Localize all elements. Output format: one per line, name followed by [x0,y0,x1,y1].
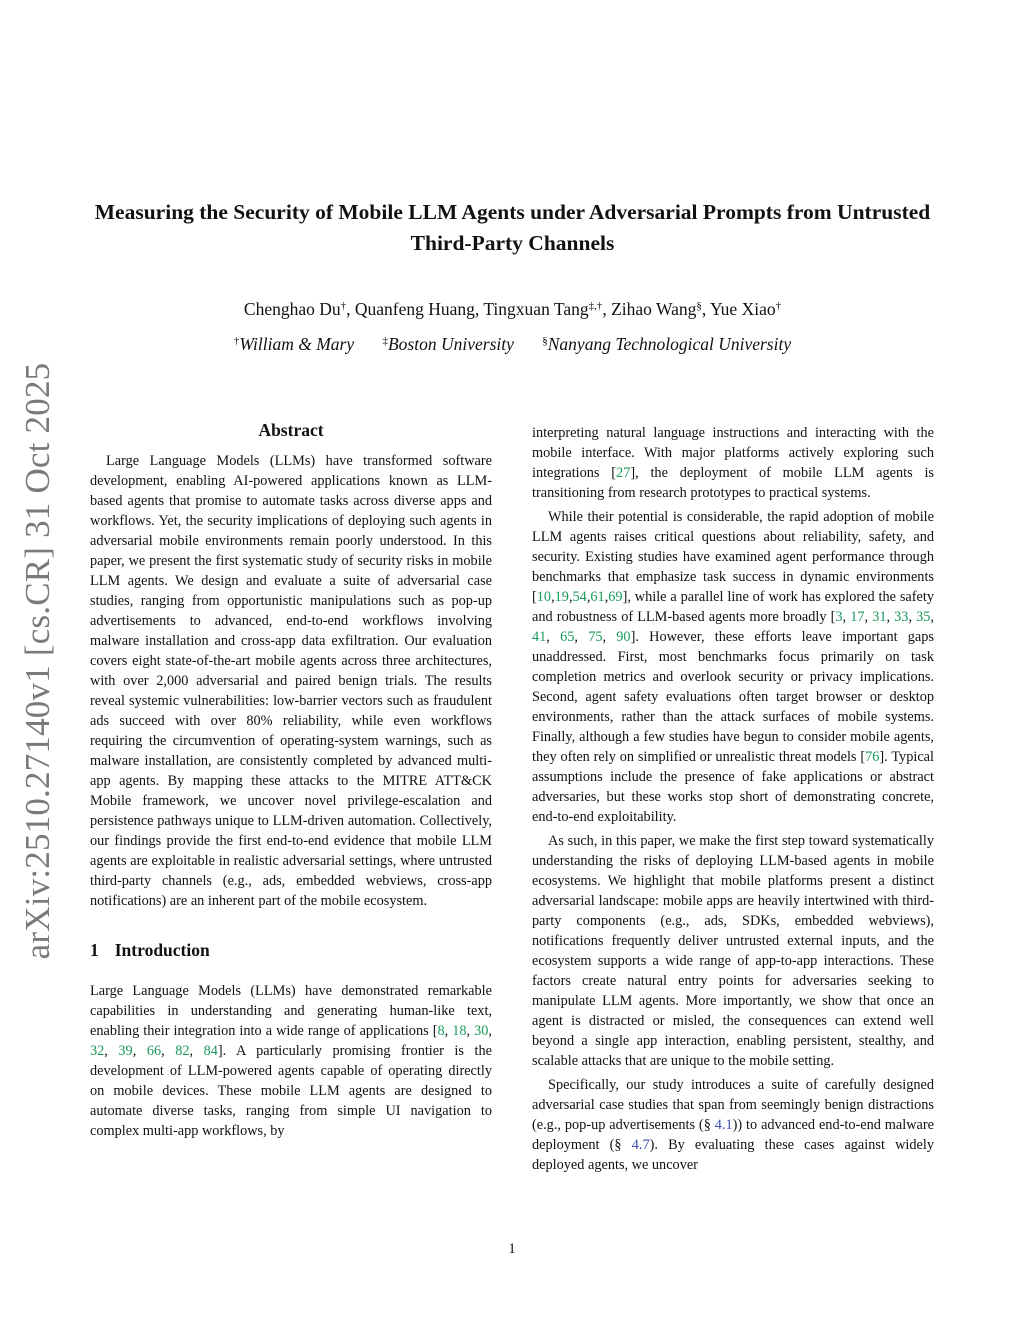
citation-link[interactable]: 31 [872,609,887,625]
author-name: Tingxuan Tang [483,299,589,319]
abstract-text: Large Language Models (LLMs) have transformed software development, enabling AI-powered applications known as LLM-based agents that promise to automate tasks across diverse apps and workflows. Yet, the security implications of deploying such agents in adversarial mobile environments remain poorly understood. In this paper, we present the first systematic study of security risks in mobile LLM agents. We design and evaluate a suite of adversarial case studies, ranging from opportunistic manipulations such as pop-up advertisements to advanced, end-to-end workflows involving malware installation and cross-app data exfiltration. Our evaluation covers eight state-of-the-art mobile agents across three architectures, with over 2,000 adversarial and paired benign trials. The results reveal systemic vulnerabilities: low-barrier vectors such as fraudulent ads succeed with over 80% reliability, while even workflows requiring the circumvention of operating-system warnings, such as malware installation, are consistently completed by advanced multi-app agents. By mapping these attacks to the MITRE ATT&CK Mobile framework, we uncover novel privilege-escalation and persistence pathways unique to LLM-driven automation. Collectively, our findings provide the first end-to-end evidence that mobile LLM agents are exploitable in realistic adversarial settings, where untrusted third-party channels (e.g., ads, embedded webviews, cross-app notifications) are an inherent part of the mobile ecosystem. [90,453,492,909]
right-column [532,423,934,1175]
author-affiliation-mark: § [696,300,702,312]
intro-paragraph: While their potential is considerable, the rapid adoption of mobile LLM agents raises critical questions about reliability, safety, and security. Existing studies have examined agent performance through benchmarks that emphasize task success in dynamic environments [10,19,54,61,69], while a parallel line of work has explored the safety and robustness of LLM-based agents more broadly [3, 17, 31, 33, 35, 41, 65, 75, 90]. However, these efforts leave important gaps unaddressed. First, most benchmarks focus primarily on task completion metrics and overlook security or privacy implications. Second, agent safety evaluations often target browser or desktop environments, rather than the attack surfaces of mobile systems. Finally, although a few studies have begun to consider mobile agents, they often rely on simplified or unrealistic threat models [76]. Typical assumptions include the presence of fake applications or abstract adversaries, but these works stop short of demonstrating concrete, end-to-end exploitability. [532,509,934,825]
author-separator: , [346,299,355,319]
paragraph-text: ]. Typical assumptions include the presence of fake applications or abstract adversaries, but these works stop short of demonstrating concrete, end-to-end exploitability. [532,749,934,825]
section-title: Introduction [114,940,210,960]
author-separator: , [602,299,612,319]
affiliation [234,334,354,354]
citation-link[interactable]: 66 [146,1043,162,1059]
citation-link[interactable]: 84 [203,1043,218,1059]
section-reference-link[interactable]: 4.7 [631,1137,650,1153]
affiliation-mark: ‡ [382,335,388,347]
citation-link[interactable]: 32 [90,1043,105,1059]
citation-link[interactable]: 27 [616,465,631,481]
author-separator: , [701,299,710,319]
citation-link[interactable]: 10 [536,589,552,605]
paper-title: Measuring the Security of Mobile LLM Agents under Adversarial Prompts from Untrusted Third-Party Channels [94,200,931,255]
citation-link[interactable]: 69 [608,589,623,605]
intro-paragraph [532,1075,934,1175]
paragraph-text: ], the deployment of mobile LLM agents is transitioning from research prototypes to practical systems. [532,465,934,501]
section-heading-introduction [90,938,492,962]
citation-link[interactable]: 39 [118,1043,133,1059]
author-name: Zihao Wang [611,299,697,319]
page-number: 1 [508,1241,516,1257]
author-affiliation-mark: † [775,300,782,312]
affiliation-name: William & Mary [239,334,355,354]
abstract-heading: Abstract [258,420,324,440]
citation-link[interactable]: 76 [865,749,880,765]
affiliation-name: Nanyang Technological University [547,334,792,354]
citation-link[interactable]: 17 [850,609,865,625]
citation-link[interactable]: 3 [835,609,843,625]
author [244,299,355,319]
affiliation-list [90,331,935,357]
citation-link[interactable]: 19 [554,589,569,605]
citation-link[interactable]: 33 [894,609,909,625]
left-column [90,418,492,1141]
affiliation-name: Boston University [387,334,514,354]
arxiv-identifier: arXiv:2510.27140v1 [cs.CR] 31 Oct 2025 [18,362,57,960]
author [355,299,483,319]
citation-link[interactable]: 82 [175,1043,190,1059]
affiliation [542,334,791,354]
affiliation [382,334,513,354]
paragraph-text: interpreting natural language instructions and interacting with the mobile interface. With major platforms actively exploring such integrations [ [532,425,934,481]
paragraph-text: ], while a parallel line of work has explored the safety and robustness of LLM-based agents more broadly [ [532,589,934,625]
citation-link[interactable]: 30 [474,1023,489,1039]
paragraph-text: )) to advanced end-to-end malware deployment (§ [532,1117,934,1153]
citation-link[interactable]: 54 [572,589,587,605]
affiliation-mark: § [542,335,548,347]
paragraph-text: ]. A particularly promising frontier is the development of LLM-powered agents capable of operating directly on mobile devices. These mobile LLM agents are designed to automate diverse tasks, ranging from simple UI navigation to complex multi-app workflows, by [90,1043,492,1139]
author [710,299,781,319]
author-affiliation-mark: ‡,† [588,300,603,312]
author [611,299,710,319]
citation-link[interactable]: 41 [532,629,547,645]
paragraph-text: While their potential is considerable, the rapid adoption of mobile LLM agents raises critical questions about reliability, safety, and security. Existing studies have examined agent performance through benchmarks that emphasize task success in dynamic environments [ [532,509,934,605]
intro-paragraph-continued [532,423,934,503]
author-affiliation-mark: † [340,300,347,312]
citation-link[interactable]: 35 [916,609,931,625]
intro-paragraph: As such, in this paper, we make the first step toward systematically understanding the risks of deploying LLM-based agents in mobile ecosystems. We highlight that mobile platforms present a distinct adversarial landscape: mobile apps are heavily intertwined with third-party components (e.g., ads, SDKs, embedded webviews), notifications frequently deliver untrusted external inputs, and the ecosystem supports a wide range of app-to-app interactions. These factors create natural entry points for adversaries seeking to manipulate LLM agents. More importantly, we show that once an agent is distracted or misled, the consequences can extend well beyond a single app interaction, enabling persistent, stealthy, and scalable attacks that are unique to the mobile setting. [532,833,934,1069]
section-number: 1 [90,940,99,960]
paragraph-text: ]. However, these efforts leave important gaps unaddressed. First, most benchmarks focus primarily on task completion metrics and overlook security or privacy implications. Second, agent safety evaluations often target browser or desktop environments, rather than the attack surfaces of mobile systems. Finally, although a few studies have begun to consider mobile agents, they often rely on simplified or unrealistic threat models [ [532,629,934,765]
author-list [90,296,935,322]
author-name: Yue Xiao [709,299,776,319]
citation-link[interactable]: 61 [590,589,605,605]
paragraph-text: Specifically, our study introduces a suite of carefully designed adversarial case studies that span from seemingly benign distractions (e.g., pop-up advertisements (§ [532,1077,934,1133]
paragraph-text: Large Language Models (LLMs) have demonstrated remarkable capabilities in understanding and generating human-like text, enabling their integration into a wide range of applications [ [90,983,492,1039]
citation-link[interactable]: 90 [616,629,631,645]
affiliation-mark: † [233,335,240,347]
citation-link[interactable]: 65 [560,629,575,645]
citation-link[interactable]: 8 [437,1023,445,1039]
arxiv-sidebar [14,362,62,960]
author [483,299,611,319]
paragraph-text: ). By evaluating these cases against widely deployed agents, we uncover [532,1137,934,1173]
citation-link[interactable]: 75 [588,629,603,645]
author-name: Chenghao Du [243,299,341,319]
citation-link[interactable]: 18 [452,1023,467,1039]
author-separator: , [474,299,484,319]
author-name: Quanfeng Huang [354,299,475,319]
section-reference-link[interactable]: 4.1 [714,1117,733,1133]
intro-paragraph: Large Language Models (LLMs) have demonstrated remarkable capabilities in understanding and generating human-like text, enabling their integration into a wide range of applications [8, 18, 30, 32, 39, 66, 82, 84]. A particularly promising frontier is the development of LLM-powered agents capable of operating directly on mobile devices. These mobile LLM agents are designed to automate diverse tasks, ranging from simple UI navigation to complex multi-app workflows, by [90,983,492,1139]
